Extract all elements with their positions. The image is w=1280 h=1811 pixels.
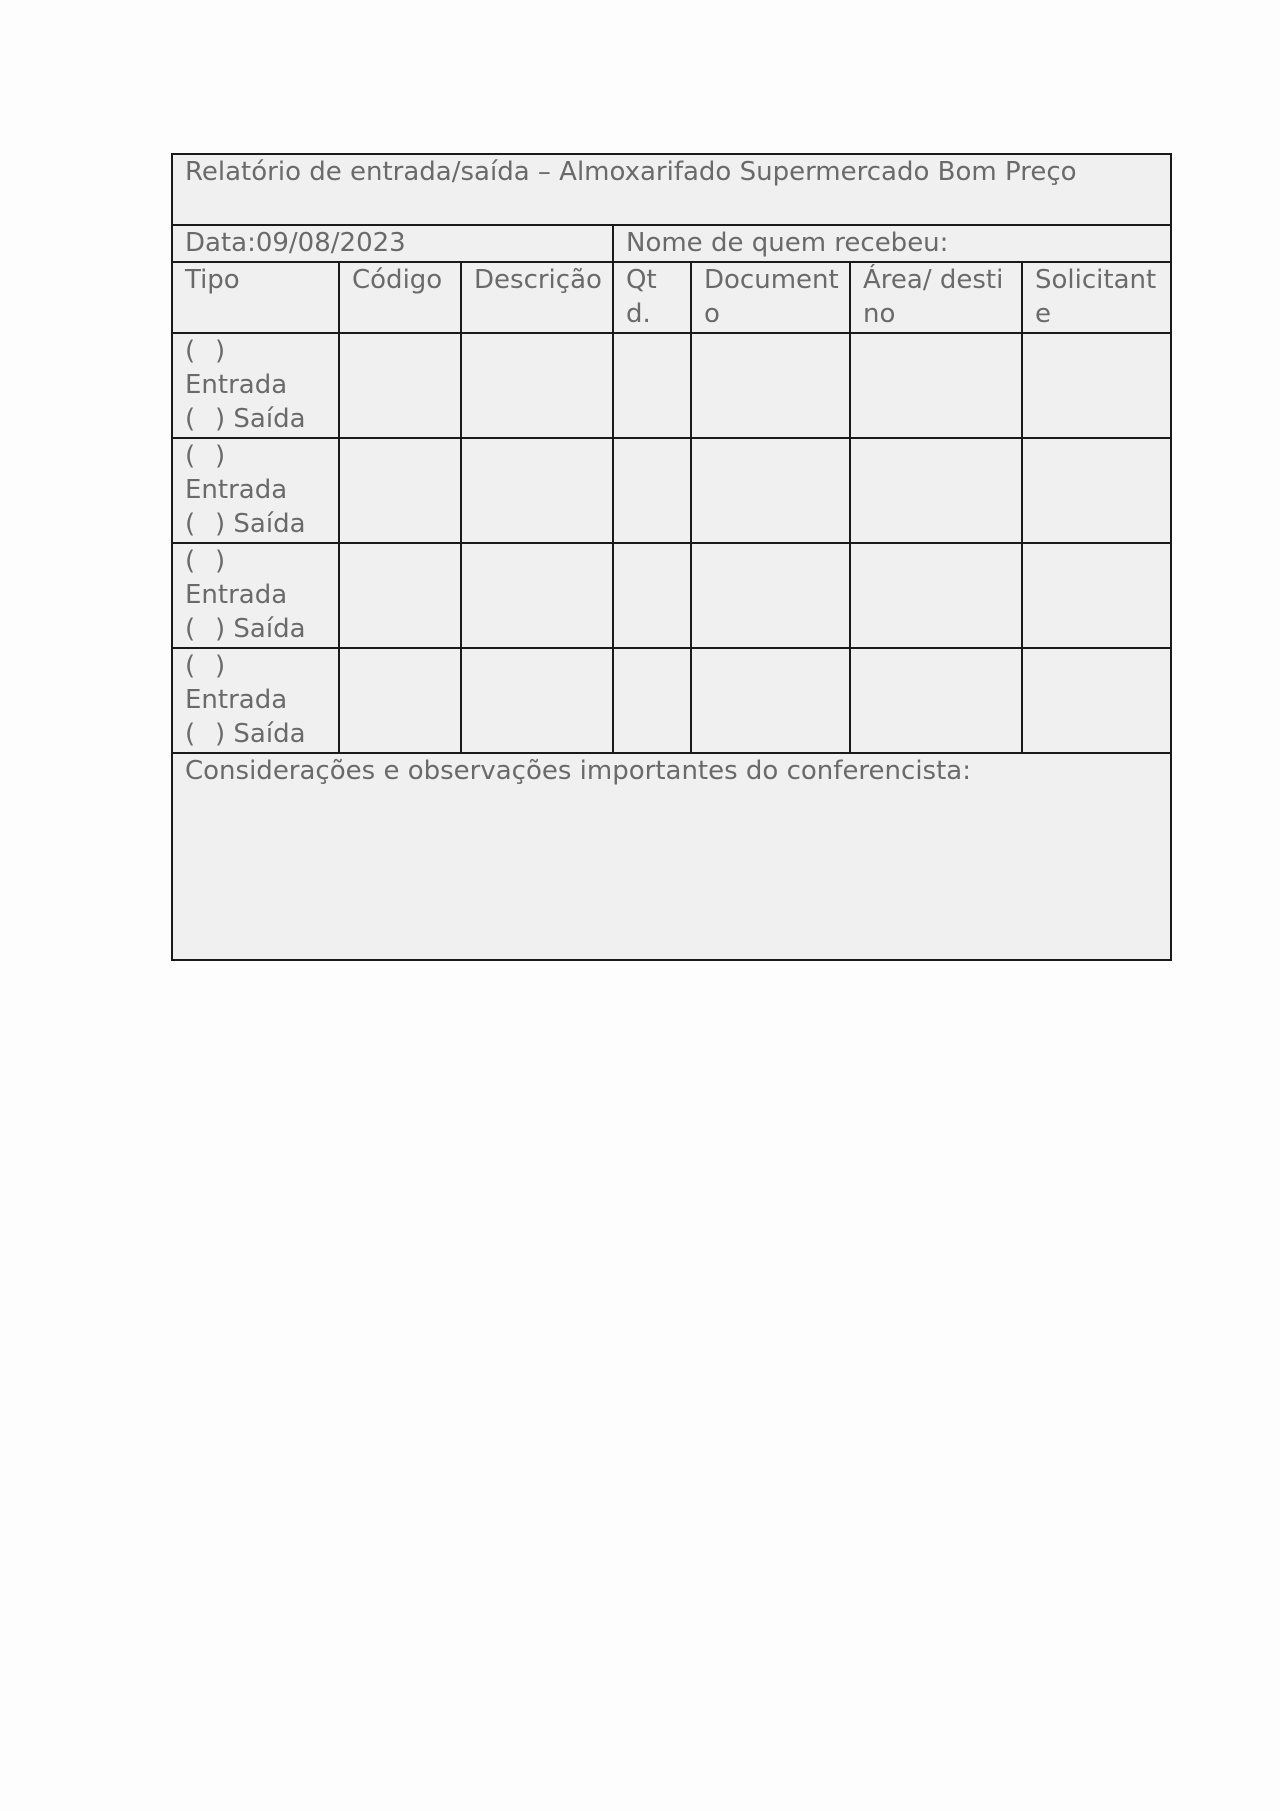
entrada-label: Entrada — [185, 475, 288, 505]
saida-checkbox-open: ( — [185, 614, 196, 644]
qtd-cell[interactable] — [613, 438, 691, 543]
column-header-descricao: Descrição — [461, 262, 613, 333]
descricao-cell[interactable] — [461, 333, 613, 438]
saida-label: ) Saída — [215, 719, 306, 749]
report-form-table — [171, 153, 1172, 961]
saida-checkbox-open: ( — [185, 404, 196, 434]
entrada-checkbox-close: ) — [215, 546, 226, 576]
date-field: Data:09/08/2023 — [172, 225, 613, 262]
entrada-checkbox-open: ( — [185, 546, 196, 576]
codigo-cell[interactable] — [339, 333, 461, 438]
documento-cell[interactable] — [691, 333, 850, 438]
solicitante-cell[interactable] — [1022, 438, 1171, 543]
table-row — [172, 543, 1171, 648]
saida-checkbox-open: ( — [185, 719, 196, 749]
table-row — [172, 648, 1171, 753]
saida-label: ) Saída — [215, 614, 306, 644]
tipo-cell[interactable] — [172, 543, 339, 648]
descricao-cell[interactable] — [461, 648, 613, 753]
solicitante-cell[interactable] — [1022, 543, 1171, 648]
entrada-label: Entrada — [185, 580, 288, 610]
area-destino-cell[interactable] — [850, 333, 1022, 438]
entrada-label: Entrada — [185, 370, 288, 400]
documento-cell[interactable] — [691, 648, 850, 753]
qtd-cell[interactable] — [613, 333, 691, 438]
entrada-checkbox-open: ( — [185, 441, 196, 471]
column-header-tipo: Tipo — [172, 262, 339, 333]
codigo-cell[interactable] — [339, 543, 461, 648]
entrada-checkbox-close: ) — [215, 651, 226, 681]
descricao-cell[interactable] — [461, 543, 613, 648]
area-destino-cell[interactable] — [850, 438, 1022, 543]
saida-label: ) Saída — [215, 404, 306, 434]
report-title: Relatório de entrada/saída – Almoxarifado Supermercado Bom Preço — [172, 154, 1171, 225]
column-header-solicitante: Solicitante — [1022, 262, 1171, 333]
saida-checkbox-open: ( — [185, 509, 196, 539]
qtd-cell[interactable] — [613, 648, 691, 753]
tipo-cell[interactable] — [172, 333, 339, 438]
documento-cell[interactable] — [691, 438, 850, 543]
column-header-area-destino: Área/ destino — [850, 262, 1022, 333]
tipo-cell[interactable] — [172, 438, 339, 543]
entrada-checkbox-open: ( — [185, 336, 196, 366]
solicitante-cell[interactable] — [1022, 333, 1171, 438]
qtd-cell[interactable] — [613, 543, 691, 648]
codigo-cell[interactable] — [339, 648, 461, 753]
entrada-checkbox-open: ( — [185, 651, 196, 681]
solicitante-cell[interactable] — [1022, 648, 1171, 753]
codigo-cell[interactable] — [339, 438, 461, 543]
tipo-cell[interactable] — [172, 648, 339, 753]
column-header-documento: Documento — [691, 262, 850, 333]
area-destino-cell[interactable] — [850, 543, 1022, 648]
area-destino-cell[interactable] — [850, 648, 1022, 753]
entrada-checkbox-close: ) — [215, 441, 226, 471]
entrada-label: Entrada — [185, 685, 288, 715]
column-header-qtd: Qtd. — [613, 262, 691, 333]
descricao-cell[interactable] — [461, 438, 613, 543]
receiver-name-field: Nome de quem recebeu: — [613, 225, 1171, 262]
saida-label: ) Saída — [215, 509, 306, 539]
table-row — [172, 438, 1171, 543]
column-header-codigo: Código — [339, 262, 461, 333]
entrada-checkbox-close: ) — [215, 336, 226, 366]
documento-cell[interactable] — [691, 543, 850, 648]
notes-field[interactable]: Considerações e observações importantes do conferencista: — [172, 753, 1171, 960]
table-row — [172, 333, 1171, 438]
